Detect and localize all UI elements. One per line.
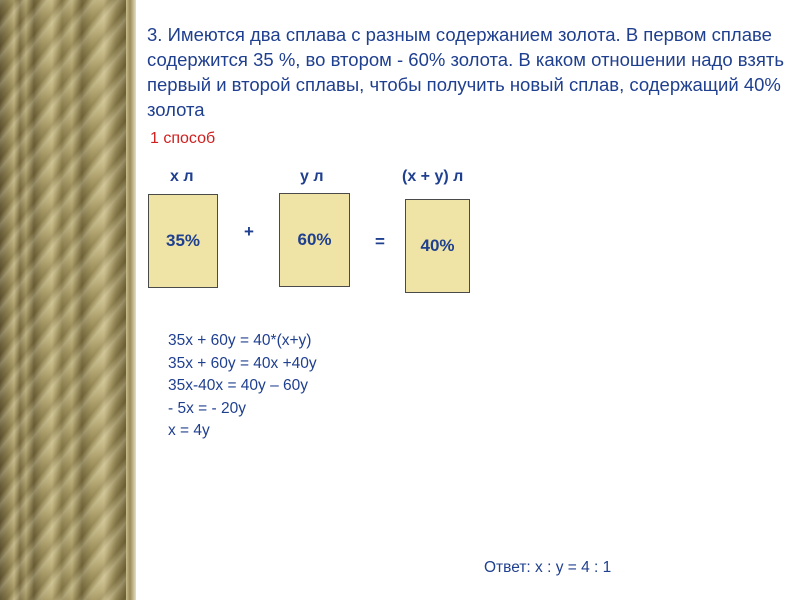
equation-line: 35x + 60y = 40x +40y [168,354,317,372]
equations-block [168,330,317,443]
method-label: 1 способ [150,130,216,147]
answer-text: Ответ: x : y = 4 : 1 [484,559,612,576]
alloy-box-3-value: 40% [420,236,455,255]
alloy-box-2 [279,193,350,287]
label-y: y л [300,168,324,185]
plus-sign: + [244,222,254,241]
decorative-gold-panel [0,0,128,600]
alloy-box-1 [148,194,218,288]
equation-line: x = 4y [168,422,210,439]
label-sum: (x + y) л [402,168,464,185]
alloy-box-3 [405,199,470,293]
equals-sign: = [375,232,385,251]
panel-divider [126,0,136,600]
label-x: x л [170,168,194,185]
alloy-box-1-value: 35% [165,231,201,250]
equation-line: - 5x = - 20y [168,399,246,417]
equation-line: 35x-40x = 40y – 60y [168,377,309,394]
problem-text: 3. Имеются два сплава с разным содержанием золота. В первом сплаве содержится 35 %, во втором - 60% золота. В каком отношении надо взять первый и второй сплавы, чтобы получить новый сплав, содержащий 40% золота [147,24,785,120]
equation-line: 35x + 60y = 40*(x+y) [168,332,312,349]
alloy-box-2-value: 60% [297,230,332,249]
